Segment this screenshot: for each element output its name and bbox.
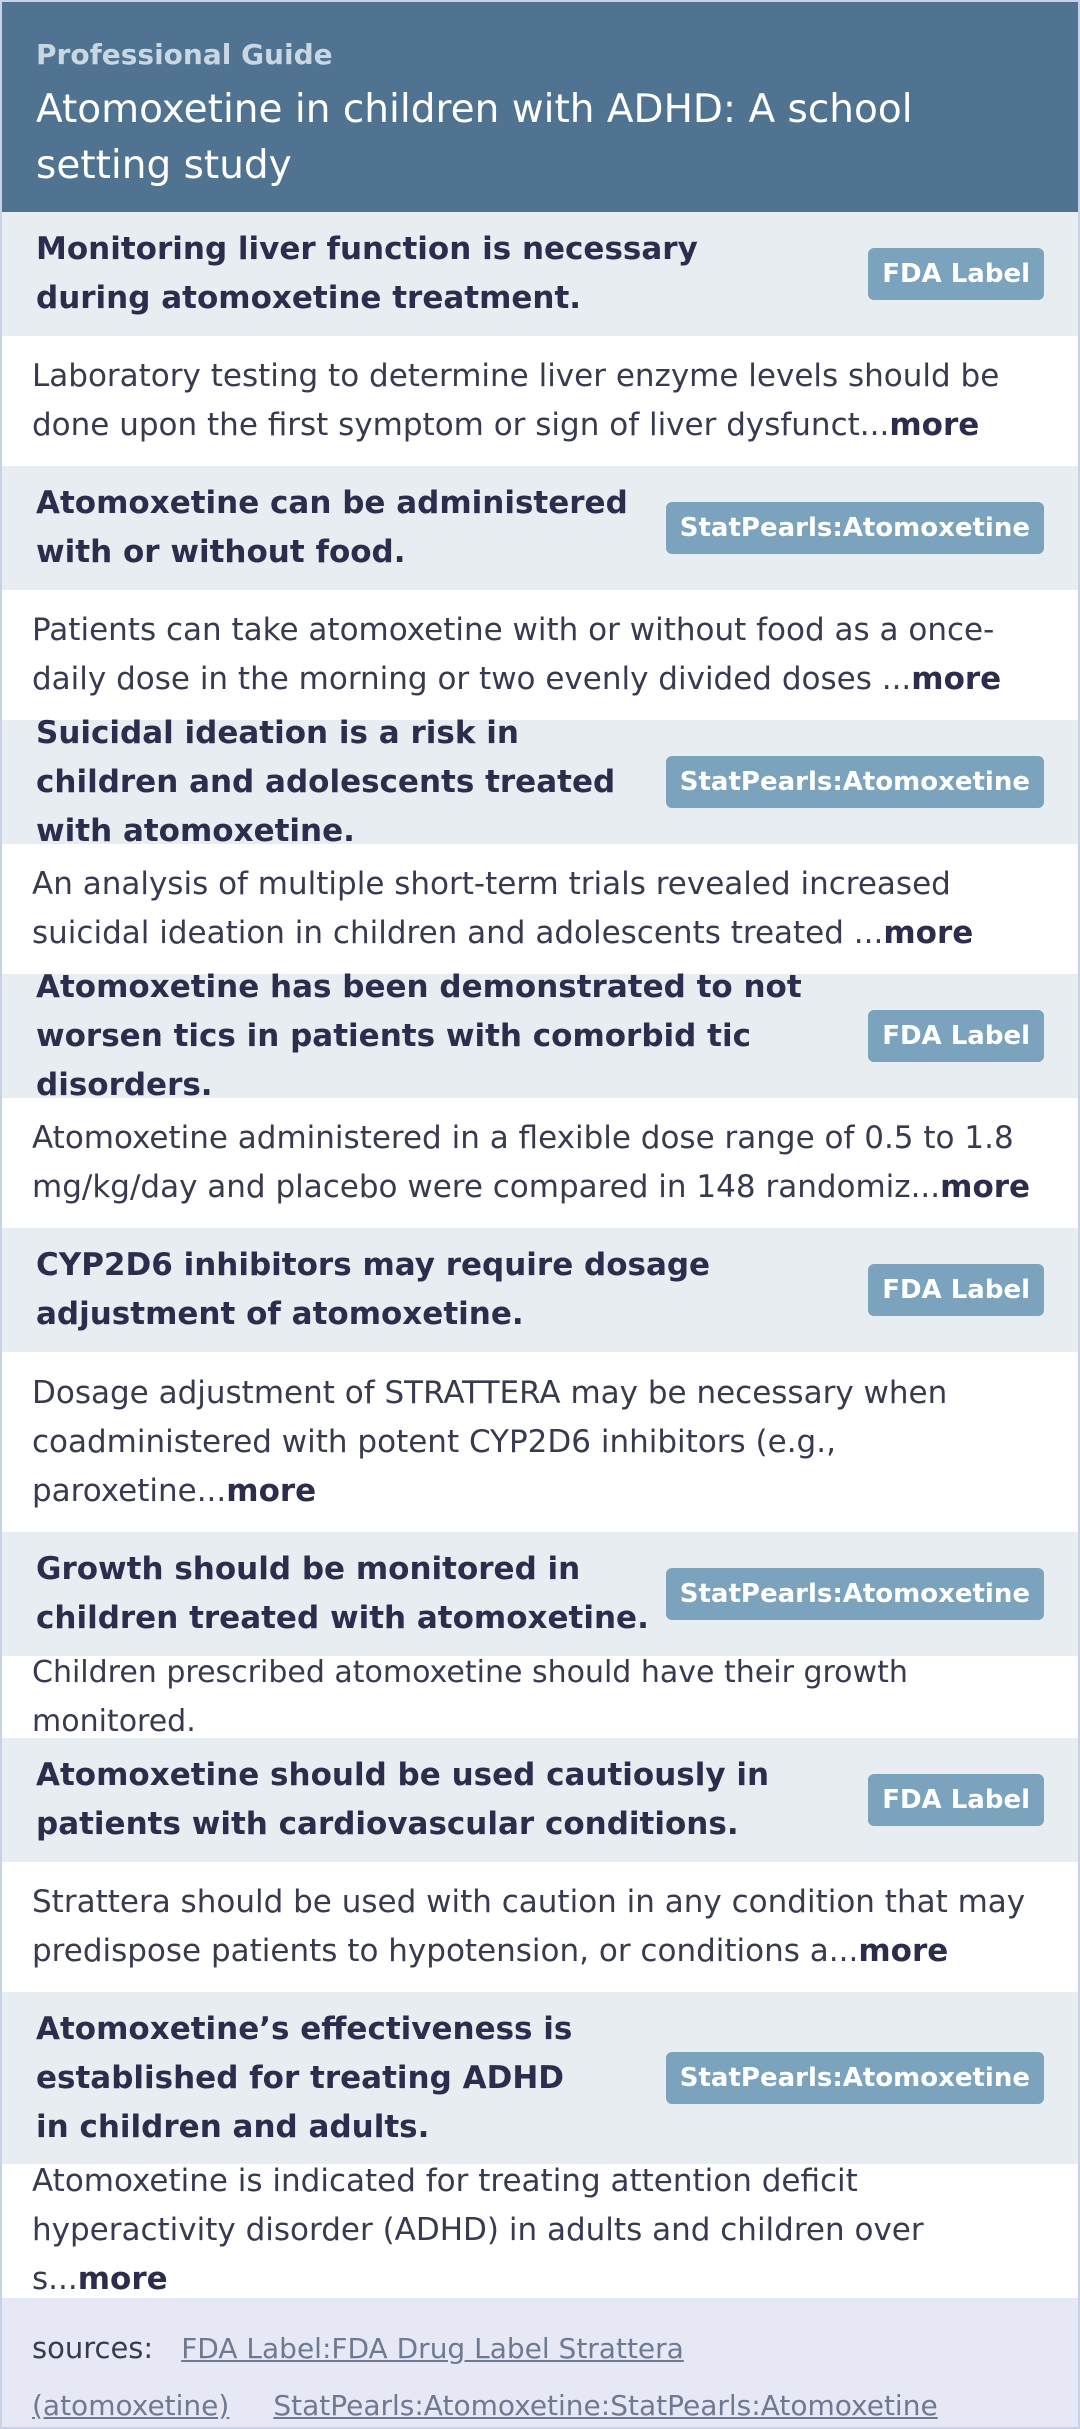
claim-row [2,1738,1078,1862]
source-link-statpearls[interactable]: StatPearls:Atomoxetine:StatPearls:Atomoxetine [273,2389,938,2422]
claim-row [2,714,1078,849]
detail-text-block [32,606,1048,704]
detail-row [2,1098,1078,1228]
detail-text: Atomoxetine is indicated for treating attention deficit hyperactivity disorder (ADHD) in adults and children over s... [32,2162,924,2297]
claim-row [2,1532,1078,1656]
claim-row [2,968,1078,1103]
claim-text: Atomoxetine should be used cautiously in patients with cardiovascular conditions. [36,1757,770,1842]
more-link[interactable]: more [911,661,1002,697]
detail-text-block [32,2157,1048,2304]
detail-text: Laboratory testing to determine liver enzyme levels should be done upon the first symptom or sign of liver dysfunct... [32,358,1000,443]
claim-text: CYP2D6 inhibitors may require dosage adjustment of atomoxetine. [36,1247,711,1332]
detail-row [2,336,1078,466]
more-link[interactable]: more [226,1472,317,1509]
detail-text-block [32,1114,1048,1212]
claim-row [2,1228,1078,1352]
more-link[interactable]: more [77,2260,168,2297]
detail-text: Dosage adjustment of STRATTERA may be necessary when coadministered with potent CYP2D6 inhibitors (e.g., paroxetine... [32,1374,948,1509]
claim-text: Monitoring liver function is necessary during atomoxetine treatment. [36,231,698,316]
detail-text: Patients can take atomoxetine with or without food as a once-daily dose in the morning or two evenly divided doses ... [32,612,995,697]
detail-row [2,1352,1078,1532]
source-badge[interactable]: FDA Label [868,248,1044,300]
source-badge[interactable]: StatPearls:Atomoxetine [666,2052,1044,2104]
detail-text: Atomoxetine administered in a flexible dose range of 0.5 to 1.8 mg/kg/day and placebo were compared in 148 randomiz... [32,1120,1014,1205]
detail-row [2,590,1078,720]
claim-row [2,466,1078,590]
detail-text: Strattera should be used with caution in any condition that may predispose patients to hypotension, or conditions a... [32,1884,1026,1969]
claim-text: Atomoxetine has been demonstrated to not worsen tics in patients with comorbid tic disorders. [36,968,802,1103]
detail-text-block [32,860,1048,958]
source-badge[interactable]: FDA Label [868,1010,1044,1062]
guide-kicker: Professional Guide [36,38,333,71]
source-badge[interactable]: StatPearls:Atomoxetine [666,756,1044,808]
claim-row [2,1992,1078,2164]
detail-row [2,2164,1078,2296]
detail-row [2,844,1078,974]
more-link[interactable]: more [883,915,974,951]
more-link[interactable]: more [889,407,980,443]
source-badge[interactable]: StatPearls:Atomoxetine [666,502,1044,554]
claim-row [2,212,1078,336]
detail-text-block [32,1878,1048,1976]
detail-text: An analysis of multiple short-term trials revealed increased suicidal ideation in children and adolescents treated ... [32,866,951,951]
claim-text: Growth should be monitored in children treated with atomoxetine. [36,1551,649,1636]
source-link-fda-label[interactable]: FDA Label:FDA Drug Label Strattera (atomoxetine) [32,2332,684,2422]
claim-text: Suicidal ideation is a risk in children and adolescents treated with atomoxetine. [36,714,616,849]
guide-header [2,2,1078,212]
guide-title: Atomoxetine in children with ADHD: A school setting study [36,87,913,188]
detail-row [2,1862,1078,1992]
source-badge[interactable]: FDA Label [868,1774,1044,1826]
detail-text: Children prescribed atomoxetine should have their growth monitored. [32,1655,908,1739]
more-link[interactable]: more [858,1933,949,1969]
detail-text-block [32,352,1048,450]
detail-row [2,1656,1078,1738]
source-badge[interactable]: FDA Label [868,1264,1044,1316]
sources-label: sources: [32,2331,154,2365]
detail-text-block [32,1369,1048,1516]
source-badge[interactable]: StatPearls:Atomoxetine [666,1568,1044,1620]
more-link[interactable]: more [940,1169,1031,1205]
claim-text: Atomoxetine’s effectiveness is established for treating ADHD in children and adults. [36,2010,573,2145]
detail-text-block [32,1648,1048,1746]
sources-footer [2,2298,1078,2428]
claim-text: Atomoxetine can be administered with or without food. [36,485,628,570]
